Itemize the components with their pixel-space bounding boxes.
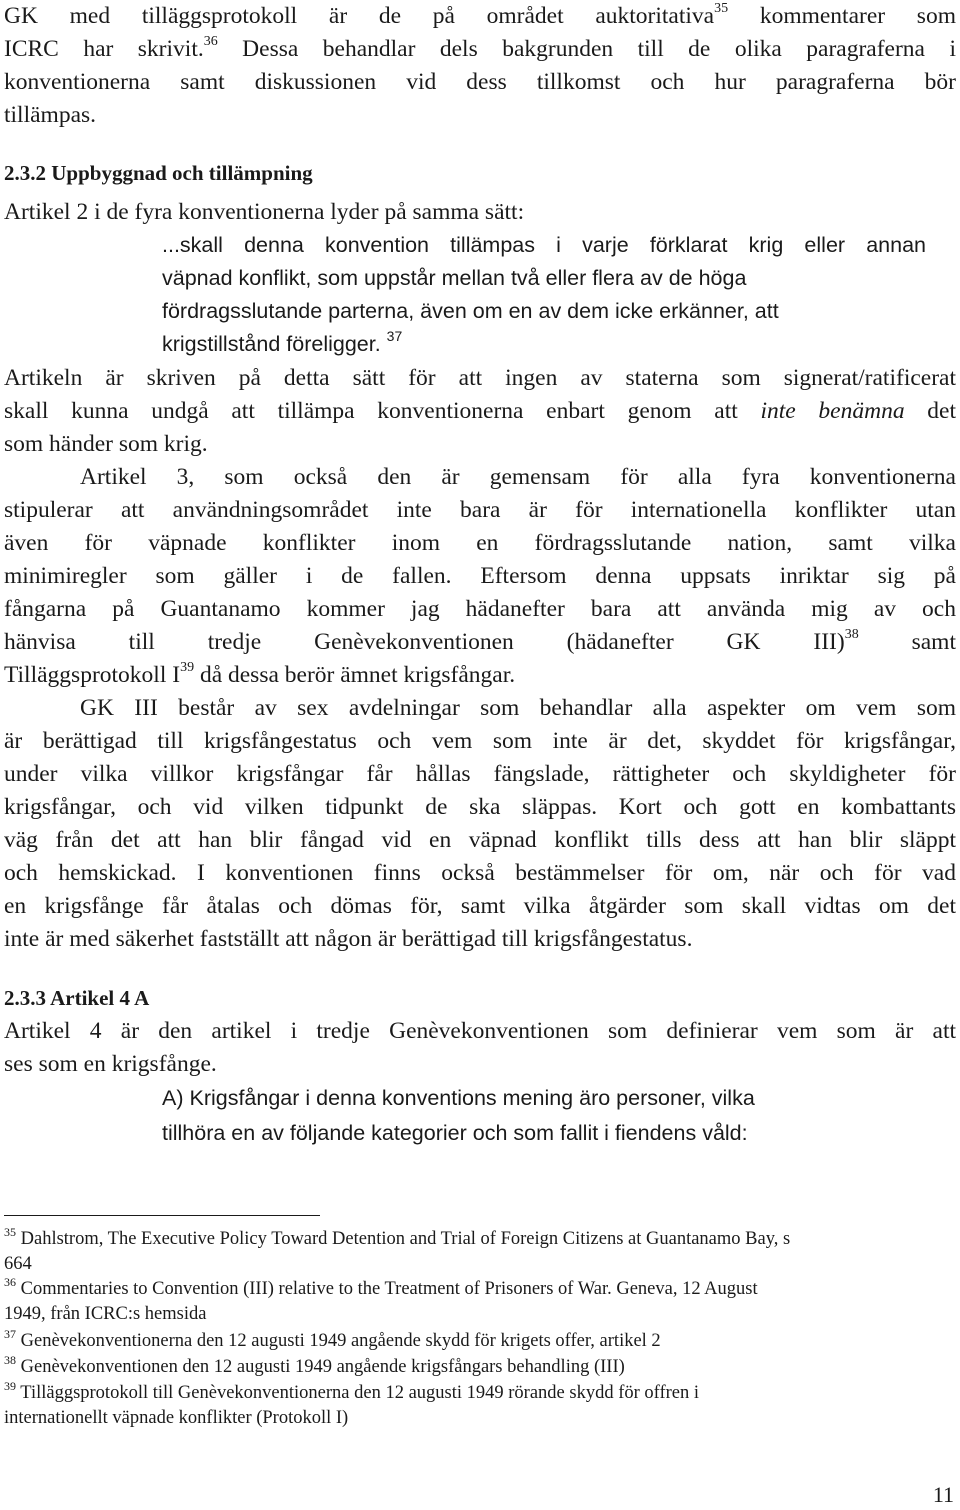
body-line-17: är berättigad till krigsfångestatus och vem som inte är det, skyddet för krigsfångar,: [4, 728, 956, 754]
document-page: [4, 0, 956, 1510]
body-line-15: Tilläggsprotokoll $I^{39}$ då dessa berör ämnet krigsfångar.: [4, 660, 516, 688]
body-line-2: ICRC har skrivit.$^{36}$ Dessa behandlar dels bakgrunden till de olika paragraferna i: [4, 34, 956, 62]
body-line-4: tillämpas.: [4, 102, 97, 128]
quote-line-4: krigstillstånd föreligger. $^{37}$: [162, 327, 403, 356]
body-line-16: GK III består av sex avdelningar som behandlar alla aspekter om vem som: [80, 695, 956, 721]
page-number: 11: [932, 1482, 954, 1507]
body-line-20: väg från det att han blir fångad vid en väpnad konflikt tills dess att han blir släppt: [4, 827, 956, 853]
footnote-ref-35[interactable]: 35: [714, 1, 729, 17]
footnote-38: $^{38}$ Genèvekonventionen den 12 augusti 1949 angående krigsfångars behandling (III): [4, 1352, 625, 1377]
section-heading-2-3-3: 2.3.3 Artikel 4 A: [4, 986, 150, 1010]
quote-line-2: väpnad konflikt, som uppstår mellan två eller flera av de höga: [162, 266, 747, 290]
footnote-37: $^{37}$ Genèvekonventionerna den 12 augusti 1949 angående skydd för krigets offer, artikel 2: [4, 1326, 661, 1351]
footnote-divider: [4, 1215, 320, 1216]
section-heading-2-3-2: 2.3.2 Uppbyggnad och tillämpning: [4, 161, 313, 185]
footnote-ref-39[interactable]: 39: [180, 660, 195, 676]
footnote-36-continued: 1949, från ICRC:s hemsida: [4, 1304, 207, 1324]
body-line-22: en krigsfånge får åtalas och dömas för, samt vilka åtgärder som skall vidtas om det: [4, 893, 956, 919]
footnote-35: $^{35}$ Dahlstrom, The Executive Policy Toward Detention and Trial of Foreign Citizens at Guantanamo Bay, s: [4, 1224, 791, 1249]
body-line-6: Artikeln är skriven på detta sätt för att ingen av staterna som signerat/ratificerat: [4, 365, 956, 391]
footnote-ref-37[interactable]: 37: [386, 327, 403, 344]
body-line-24: Artikel 4 är den artikel i tredje Genèvekonventionen som definierar vem som är att: [4, 1018, 956, 1044]
quote-line-1: ...skall denna konvention tillämpas i varje förklarat krig eller annan: [162, 233, 926, 257]
footnote-39-continued: internationellt väpnade konflikter (Protokoll I): [4, 1408, 349, 1428]
footnote-39: $^{39}$ Tilläggsprotokoll till Genèvekonventionerna den 12 augusti 1949 rörande skydd för offren i: [4, 1378, 700, 1403]
body-line-14: hänvisa till tredje Genèvekonventionen (hädanefter GK III)$^{38}$ samt: [4, 627, 956, 655]
body-line-18: under vilka villkor krigsfångar får hållas fängslade, rättigheter och skyldigheter för: [4, 761, 956, 787]
footnote-ref-38[interactable]: 38: [844, 627, 859, 643]
body-line-1: GK med tilläggsprotokoll är de på området auktoritativa$^{35}$ kommentarer som: [4, 1, 956, 29]
body-line-11: även för väpnade konflikter inom en fördragsslutande nation, samt vilka: [4, 530, 956, 556]
body-line-19: krigsfångar, och vid vilken tidpunkt de ska släppas. Kort och gott en kombattants: [4, 794, 956, 820]
body-line-7: skall kunna undgå att tillämpa konventionerna enbart genom att inte benämna det: [4, 398, 957, 424]
quote-line-6: tillhöra en av följande kategorier och som fallit i fiendens våld:: [162, 1121, 748, 1145]
body-line-9: Artikel 3, som också den är gemensam för alla fyra konventionerna: [80, 464, 956, 490]
footnote-36: $^{36}$ Commentaries to Convention (III) relative to the Treatment of Prisoners of War. Geneva, 12 August: [4, 1274, 758, 1299]
body-line-13: fångarna på Guantanamo kommer jag hädanefter bara att använda mig av och: [4, 596, 956, 622]
body-line-21: och hemskickad. I konventionen finns också bestämmelser för om, när och för vad: [4, 860, 956, 886]
body-line-25: ses som en krigsfånge.: [4, 1051, 217, 1077]
body-line-8: som händer som krig.: [4, 431, 208, 457]
emphasis-inte-benamna: inte benämna: [760, 398, 905, 424]
body-line-10: stipulerar att användningsområdet inte bara är för internationella konflikter utan: [4, 497, 956, 523]
quote-line-3: fördragsslutande parterna, även om en av dem icke erkänner, att: [162, 299, 779, 323]
footnote-ref-36[interactable]: 36: [203, 34, 218, 50]
quote-line-5: A) Krigsfångar i denna konventions mening äro personer, vilka: [162, 1086, 755, 1110]
body-line-12: minimiregler som gäller i de fallen. Eftersom denna uppsats inriktar sig på: [4, 563, 956, 589]
body-line-5: Artikel 2 i de fyra konventionerna lyder på samma sätt:: [4, 199, 525, 225]
body-line-3: konventionerna samt diskussionen vid dess tillkomst och hur paragraferna bör: [4, 69, 956, 95]
footnote-35-continued: 664: [4, 1254, 32, 1274]
body-line-23: inte är med säkerhet fastställt att någon är berättigad till krigsfångestatus.: [4, 926, 693, 952]
